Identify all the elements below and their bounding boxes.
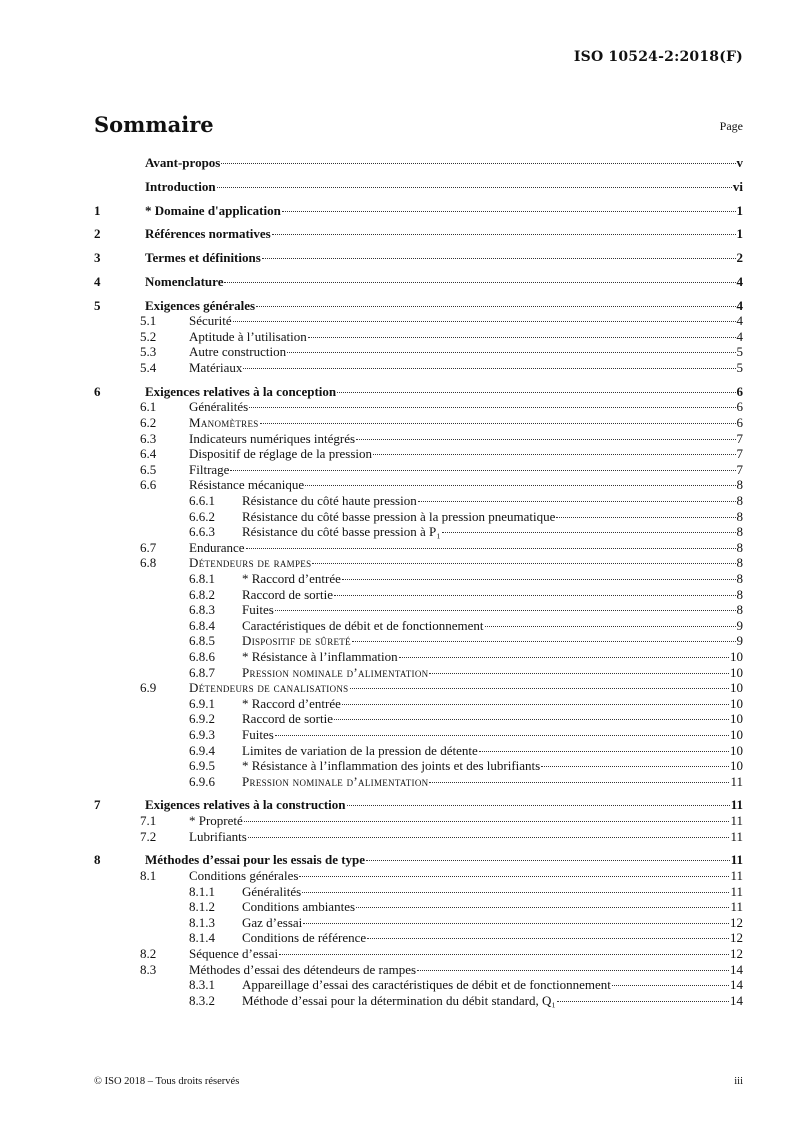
toc-entry-label: Conditions de référence <box>242 930 367 946</box>
toc-leader-dots <box>334 719 729 720</box>
toc-entry-number: 8.1.1 <box>189 883 215 899</box>
table-of-contents <box>94 155 743 1008</box>
toc-entry-page: 6 <box>736 415 743 431</box>
toc-entry[interactable] <box>94 915 743 931</box>
toc-entry-page: 10 <box>730 695 743 711</box>
toc-leader-dots <box>305 485 735 486</box>
toc-entry[interactable] <box>94 602 743 618</box>
toc-leader-dots <box>556 517 735 518</box>
toc-leader-dots <box>262 258 736 259</box>
toc-leader-dots <box>342 704 729 705</box>
toc-entry-label: Résistance du côté haute pression <box>242 493 417 508</box>
toc-entry-label: Endurance <box>189 539 245 555</box>
toc-entry-number: 6.8.7 <box>189 664 215 680</box>
toc-leader-dots <box>230 470 735 471</box>
toc-entry[interactable] <box>94 524 743 540</box>
toc-leader-dots <box>221 163 735 164</box>
toc-entry[interactable] <box>94 250 743 266</box>
toc-leader-dots <box>367 938 729 939</box>
toc-entry-page: 11 <box>730 883 743 899</box>
toc-entry-label: * Raccord d’entrée <box>242 695 341 711</box>
toc-entry-page: 12 <box>730 930 743 946</box>
toc-entry-label: Détendeurs de rampes <box>189 555 312 571</box>
toc-entry-label: Dispositif de réglage de la pression <box>189 446 373 462</box>
toc-entry-number: 6.6.3 <box>189 524 215 540</box>
toc-entry[interactable] <box>94 540 743 556</box>
toc-entry-number: 8.2 <box>140 946 157 961</box>
toc-entry[interactable] <box>94 696 743 712</box>
toc-entry-number: 8.3 <box>140 961 157 977</box>
toc-leader-dots <box>541 766 729 767</box>
toc-entry-page: 12 <box>730 946 743 961</box>
toc-entry-page: 14 <box>730 992 743 1008</box>
toc-entry-page: 7 <box>736 446 743 462</box>
toc-leader-dots <box>418 501 736 502</box>
toc-entry[interactable] <box>94 344 743 360</box>
toc-entry[interactable] <box>94 415 743 431</box>
toc-entry[interactable] <box>94 868 743 884</box>
toc-entry-page: 6 <box>736 399 743 415</box>
toc-entry-label: Caractéristiques de débit et de fonctionnement <box>242 617 484 633</box>
toc-entry-number: 7 <box>94 797 101 813</box>
toc-entry-label: Exigences relatives à la conception <box>145 383 337 399</box>
toc-entry-label: * Résistance à l’inflammation <box>242 648 398 664</box>
toc-entry-number: 6.9 <box>140 680 157 696</box>
toc-entry-page: 1 <box>736 226 743 242</box>
toc-entry-number: 6.6.1 <box>189 493 215 508</box>
toc-entry-label: Nomenclature <box>145 273 224 289</box>
toc-entry-label: Généralités <box>242 883 302 899</box>
toc-entry-label: Séquence d’essai <box>189 946 279 961</box>
toc-entry[interactable] <box>94 399 743 415</box>
toc-entry-page: 8 <box>736 508 743 524</box>
toc-leader-dots <box>342 579 736 580</box>
toc-leader-dots <box>442 532 736 533</box>
toc-entry-label: Pression nominale d’alimentation <box>242 664 429 680</box>
toc-entry-number: 8.1.2 <box>189 899 215 915</box>
toc-entry-number: 8.3.1 <box>189 977 215 993</box>
toc-entry-number: 6.9.5 <box>189 758 215 774</box>
toc-entry[interactable] <box>94 298 743 314</box>
toc-entry-label: Généralités <box>189 399 249 415</box>
footer-copyright: © ISO 2018 – Tous droits réservés <box>94 1076 240 1087</box>
toc-entry-number: 2 <box>94 226 101 242</box>
toc-entry-number: 1 <box>94 202 101 218</box>
toc-leader-dots <box>287 352 735 353</box>
toc-entry-page: 10 <box>730 742 743 758</box>
toc-entry[interactable] <box>94 179 743 195</box>
toc-leader-dots <box>303 923 729 924</box>
toc-entry-label: Références normatives <box>145 226 271 242</box>
toc-entry-number: 4 <box>94 273 101 289</box>
toc-entry-label: Conditions ambiantes <box>242 899 356 915</box>
toc-entry[interactable] <box>94 813 743 829</box>
toc-entry-label: * Propreté <box>189 813 243 829</box>
toc-entry-page: 8 <box>736 602 743 618</box>
toc-entry-label: * Domaine d'application <box>145 202 281 218</box>
toc-leader-dots <box>233 321 736 322</box>
toc-entry[interactable] <box>94 431 743 447</box>
toc-entry-label: Autre construction <box>189 344 287 360</box>
toc-entry-page: 8 <box>736 477 743 493</box>
toc-entry-label: Raccord de sortie <box>242 586 333 602</box>
toc-entry-label: Conditions générales <box>189 868 299 884</box>
toc-entry-number: 6.6 <box>140 477 157 493</box>
toc-entry-page: 2 <box>736 250 743 266</box>
toc-entry[interactable] <box>94 477 743 493</box>
toc-entry-page: 8 <box>736 493 743 508</box>
toc-entry[interactable] <box>94 829 743 845</box>
toc-leader-dots <box>312 563 735 564</box>
toc-entry-label: Détendeurs de canalisations <box>189 680 349 696</box>
toc-entry[interactable] <box>94 329 743 345</box>
toc-entry-label: Matériaux <box>189 360 243 376</box>
toc-entry-label: * Raccord d’entrée <box>242 570 341 586</box>
toc-entry-page: 1 <box>736 202 743 218</box>
toc-entry-number: 6.5 <box>140 461 157 477</box>
toc-entry-label: Fuites <box>242 602 274 618</box>
toc-entry[interactable] <box>94 462 743 478</box>
toc-entry[interactable] <box>94 360 743 376</box>
toc-entry-page: 14 <box>730 961 743 977</box>
toc-entry-label: Raccord de sortie <box>242 711 333 727</box>
toc-entry[interactable] <box>94 727 743 743</box>
toc-entry[interactable] <box>94 930 743 946</box>
toc-leader-dots <box>224 282 735 283</box>
toc-entry-page: 10 <box>730 664 743 680</box>
toc-entry[interactable] <box>94 203 743 219</box>
toc-entry-page: 5 <box>736 360 743 376</box>
toc-leader-dots <box>244 821 730 822</box>
toc-entry-page: 4 <box>736 328 743 344</box>
toc-leader-dots <box>373 454 735 455</box>
toc-entry-label: Dispositif de sûreté <box>242 633 351 649</box>
toc-entry-page: 10 <box>730 648 743 664</box>
toc-entry-number: 6.7 <box>140 539 157 555</box>
toc-entry[interactable] <box>94 274 743 290</box>
toc-entry-label: Résistance du côté basse pression à la pression pneumatique <box>242 508 556 524</box>
toc-entry-page: 4 <box>736 297 743 313</box>
toc-entry-label: Appareillage d’essai des caractéristiques de débit et de fonctionnement <box>242 977 611 993</box>
toc-leader-dots <box>417 970 729 971</box>
toc-entry-page: 10 <box>730 711 743 727</box>
toc-entry-page: 10 <box>730 680 743 696</box>
toc-entry-label: Termes et définitions <box>145 250 261 266</box>
toc-entry[interactable] <box>94 493 743 509</box>
toc-entry-page: 10 <box>730 758 743 774</box>
toc-entry-label: * Résistance à l’inflammation des joints et des lubrifiants <box>242 758 541 774</box>
toc-entry-number: 6.6.2 <box>189 508 215 524</box>
toc-entry-number: 8 <box>94 852 101 868</box>
toc-entry[interactable] <box>94 711 743 727</box>
toc-entry-page: 10 <box>730 726 743 742</box>
toc-entry-number: 8.1 <box>140 868 157 884</box>
toc-entry-page: 11 <box>730 899 743 915</box>
toc-entry-number: 6.8.3 <box>189 602 215 618</box>
toc-entry[interactable] <box>94 977 743 993</box>
toc-entry[interactable] <box>94 884 743 900</box>
toc-entry[interactable] <box>94 587 743 603</box>
toc-entry-number: 5.2 <box>140 328 157 344</box>
toc-entry[interactable] <box>94 899 743 915</box>
toc-entry-page: 11 <box>730 868 743 884</box>
toc-entry-label: Introduction <box>145 178 216 194</box>
toc-entry[interactable] <box>94 797 743 813</box>
toc-entry-label: Gaz d’essai <box>242 914 303 930</box>
toc-entry[interactable] <box>94 758 743 774</box>
toc-leader-dots <box>356 439 735 440</box>
toc-entry-page: 11 <box>730 773 743 789</box>
toc-entry-number: 8.1.3 <box>189 914 215 930</box>
toc-entry-page: 8 <box>736 570 743 586</box>
toc-leader-dots <box>612 985 729 986</box>
toc-entry[interactable] <box>94 313 743 329</box>
toc-entry[interactable] <box>94 743 743 759</box>
toc-entry[interactable] <box>94 993 743 1009</box>
toc-entry-page: 4 <box>736 273 743 289</box>
toc-entry-page: 8 <box>736 539 743 555</box>
toc-entry-page: 8 <box>736 524 743 540</box>
toc-entry-page: 14 <box>730 977 743 993</box>
toc-leader-dots <box>308 337 736 338</box>
toc-leader-dots <box>429 673 729 674</box>
toc-entry-page: 7 <box>736 430 743 446</box>
toc-entry[interactable] <box>94 852 743 868</box>
toc-leader-dots <box>356 907 729 908</box>
toc-entry-label: Lubrifiants <box>189 828 247 844</box>
toc-entry-number: 5 <box>94 297 101 313</box>
toc-entry-label: Indicateurs numériques intégrés <box>189 430 356 446</box>
toc-entry-number: 5.1 <box>140 313 157 329</box>
toc-leader-dots <box>485 626 736 627</box>
toc-leader-dots <box>217 187 732 188</box>
toc-entry-label: Limites de variation de la pression de détente <box>242 742 478 758</box>
toc-entry-label: Méthodes d’essai des détendeurs de rampes <box>189 961 417 977</box>
toc-entry-page: 11 <box>730 852 743 868</box>
toc-entry[interactable] <box>94 962 743 978</box>
toc-leader-dots <box>557 1001 729 1002</box>
toc-entry-page: 6 <box>736 383 743 399</box>
toc-entry-label: Filtrage <box>189 461 230 477</box>
toc-entry-page: v <box>736 155 743 170</box>
toc-entry-number: 7.1 <box>140 813 157 829</box>
toc-entry-number: 6 <box>94 383 101 399</box>
toc-entry-number: 6.9.1 <box>189 695 215 711</box>
toc-leader-dots <box>248 837 730 838</box>
toc-entry[interactable] <box>94 555 743 571</box>
toc-entry-number: 7.2 <box>140 828 157 844</box>
toc-entry-number: 6.8.5 <box>189 633 215 649</box>
toc-entry-number: 6.1 <box>140 399 157 415</box>
toc-entry-number: 6.8.4 <box>189 617 215 633</box>
toc-leader-dots <box>279 954 729 955</box>
toc-entry-label: Pression nominale d’alimentation <box>242 773 429 789</box>
toc-entry[interactable] <box>94 946 743 962</box>
toc-leader-dots <box>246 548 736 549</box>
toc-entry[interactable] <box>94 680 743 696</box>
toc-leader-dots <box>347 805 730 806</box>
toc-entry-label: Exigences générales <box>145 297 256 313</box>
toc-entry-label: Méthodes d’essai pour les essais de type <box>145 852 366 868</box>
toc-entry-number: 6.9.2 <box>189 711 215 727</box>
toc-leader-dots <box>429 782 729 783</box>
toc-entry-number: 6.8.2 <box>189 586 215 602</box>
toc-leader-dots <box>337 392 735 393</box>
toc-entry-number: 8.3.2 <box>189 992 215 1008</box>
toc-entry-label: Aptitude à l’utilisation <box>189 328 307 344</box>
toc-entry-number: 8.1.4 <box>189 930 215 946</box>
toc-entry[interactable] <box>94 509 743 525</box>
toc-entry-page: 4 <box>736 313 743 329</box>
toc-leader-dots <box>275 610 736 611</box>
toc-leader-dots <box>334 595 736 596</box>
toc-leader-dots <box>249 407 735 408</box>
toc-entry-number: 6.8.6 <box>189 648 215 664</box>
toc-entry-number: 6.8.1 <box>189 570 215 586</box>
toc-leader-dots <box>479 751 729 752</box>
toc-entry-label: Résistance mécanique <box>189 477 305 493</box>
toc-leader-dots <box>243 368 735 369</box>
toc-entry[interactable] <box>94 571 743 587</box>
toc-entry-page: 12 <box>730 914 743 930</box>
toc-entry-label: Résistance du côté basse pression à P₁ <box>242 524 441 540</box>
toc-entry-page: 11 <box>730 813 743 829</box>
toc-entry-page: 8 <box>736 586 743 602</box>
toc-leader-dots <box>272 234 736 235</box>
toc-leader-dots <box>399 657 729 658</box>
toc-entry-number: 6.4 <box>140 446 157 462</box>
toc-entry[interactable] <box>94 226 743 242</box>
toc-entry[interactable] <box>94 665 743 681</box>
toc-entry-label: Manomètres <box>189 415 259 431</box>
toc-entry-page: 11 <box>730 828 743 844</box>
toc-entry-page: 8 <box>736 555 743 571</box>
footer-page-number: iii <box>734 1076 743 1087</box>
toc-entry[interactable] <box>94 633 743 649</box>
toc-entry[interactable] <box>94 774 743 790</box>
toc-leader-dots <box>299 876 729 877</box>
toc-leader-dots <box>302 892 729 893</box>
toc-entry-page: 7 <box>736 461 743 477</box>
toc-leader-dots <box>352 641 736 642</box>
toc-entry-page: 11 <box>730 797 743 813</box>
toc-leader-dots <box>256 306 735 307</box>
toc-entry-page: 5 <box>736 344 743 360</box>
toc-entry-label: Méthode d’essai pour la détermination du débit standard, Q₁ <box>242 992 556 1008</box>
toc-entry-number: 6.3 <box>140 430 157 446</box>
toc-leader-dots <box>275 735 729 736</box>
toc-leader-dots <box>350 688 730 689</box>
toc-entry-number: 6.2 <box>140 415 157 431</box>
toc-leader-dots <box>366 860 730 861</box>
toc-entry-page: 9 <box>736 633 743 649</box>
toc-entry-number: 6.9.3 <box>189 726 215 742</box>
toc-leader-dots <box>260 423 736 424</box>
toc-entry[interactable] <box>94 618 743 634</box>
toc-entry[interactable] <box>94 649 743 665</box>
toc-entry-page: 9 <box>736 617 743 633</box>
toc-entry-number: 6.9.6 <box>189 773 215 789</box>
toc-leader-dots <box>282 211 736 212</box>
toc-entry-number: 5.3 <box>140 344 157 360</box>
toc-entry-number: 5.4 <box>140 360 157 376</box>
document-id: ISO 10524-2:2018(F) <box>573 49 743 65</box>
toc-entry-number: 3 <box>94 250 101 266</box>
toc-entry[interactable] <box>94 446 743 462</box>
toc-entry[interactable] <box>94 384 743 400</box>
toc-entry-label: Avant-propos <box>145 155 221 170</box>
toc-entry-page: vi <box>732 178 743 194</box>
toc-title: Sommaire <box>94 112 214 137</box>
toc-entry[interactable] <box>94 155 743 171</box>
toc-entry-label: Exigences relatives à la construction <box>145 797 346 813</box>
toc-entry-number: 6.9.4 <box>189 742 215 758</box>
toc-entry-number: 6.8 <box>140 555 157 571</box>
toc-entry-label: Sécurité <box>189 313 232 329</box>
page-column-label: Page <box>719 119 743 133</box>
toc-entry-label: Fuites <box>242 726 274 742</box>
